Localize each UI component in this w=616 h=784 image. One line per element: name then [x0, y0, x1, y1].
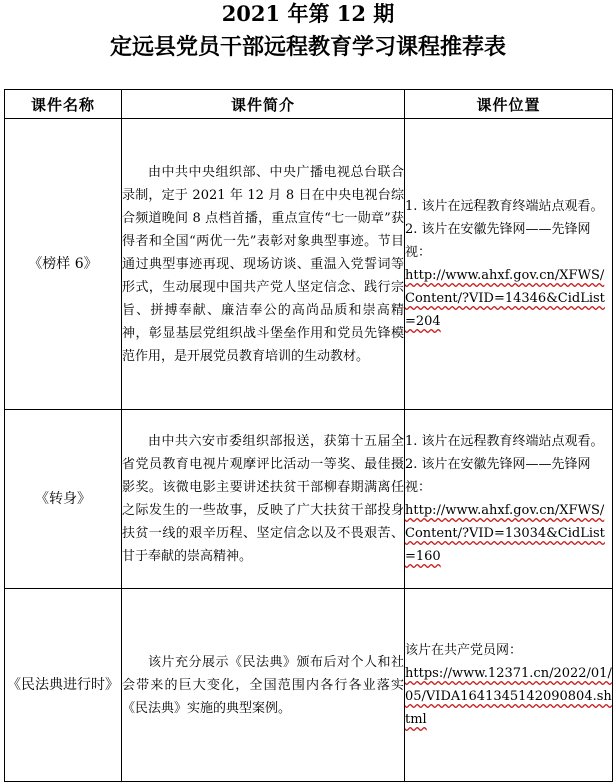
course-intro-text: 该片充分展示《民法典》颁布后对个人和社会带来的巨大变化，全国范围内各行各业落实《民法典》实施的典型案例。 — [122, 654, 404, 716]
document-title: 定远县党员干部远程教育学习课程推荐表 — [109, 34, 506, 60]
course-location — [405, 119, 613, 410]
location-website: 该片在共产党员网： — [405, 643, 523, 658]
course-intro-text: 由中共中央组织部、中央广播电视总台联合录制，定于 2021 年 12 月 8 日在中央电视台综合频道晚间 8 点档首播，重点宣传“七一勋章”获得者和全国“两优一先”表彰对象典型事迹。节目通过典型事迹再现、现场访谈、重温入党誓词等形式，生动展现中国共产党人坚定信念、践行宗旨、拼搏奉献、廉洁奉公的高尚品质和崇高精神，彰显基层党组织战斗堡垒作用和党员先锋模范作用，是开展党员教育培训的生动教材。 — [122, 164, 404, 364]
course-location — [405, 410, 613, 589]
course-link[interactable]: http://www.ahxf.gov.cn/XFWS/Content/?VID=14346&CidList=204 — [405, 268, 605, 329]
document-title-issue: 2021 年第 12 期 — [221, 1, 395, 26]
course-intro — [122, 119, 405, 410]
course-location — [405, 589, 613, 782]
course-name: 《榜样 6》 — [5, 119, 122, 410]
course-link[interactable]: https://www.12371.cn/2022/01/05/VIDA1641345142090804.shtml — [405, 666, 612, 727]
location-terminal: 1. 该片在远程教育终端站点观看。 — [405, 199, 604, 214]
location-terminal: 1. 该片在远程教育终端站点观看。 — [405, 434, 604, 449]
course-link[interactable]: http://www.ahxf.gov.cn/XFWS/Content/?VID=13034&CidList=160 — [405, 503, 605, 564]
column-header-name: 课件名称 — [5, 90, 122, 119]
course-intro — [122, 410, 405, 589]
column-header-location: 课件位置 — [405, 90, 613, 119]
course-intro — [122, 589, 405, 782]
table-row — [5, 589, 613, 782]
column-header-intro: 课件简介 — [122, 90, 405, 119]
table-header-row — [5, 90, 613, 119]
course-name: 《民法典进行时》 — [5, 589, 122, 782]
table-row — [5, 410, 613, 589]
course-recommendation-table — [4, 89, 613, 782]
course-name: 《转身》 — [5, 410, 122, 589]
location-website: 2. 该片在安徽先锋网——先锋网视： — [405, 457, 591, 495]
course-intro-text: 由中共六安市委组织部报送，获第十五届全省党员教育电视片观摩评比活动一等奖、最佳摄影奖。该微电影主要讲述扶贫干部柳春期满离任之际发生的一些故事，反映了广大扶贫干部投身扶贫一线的艰辛历程、坚定信念以及不畏艰苦、甘于奉献的崇高精神。 — [122, 434, 404, 564]
location-website: 2. 该片在安徽先锋网——先锋网视： — [405, 222, 591, 260]
table-row — [5, 119, 613, 410]
